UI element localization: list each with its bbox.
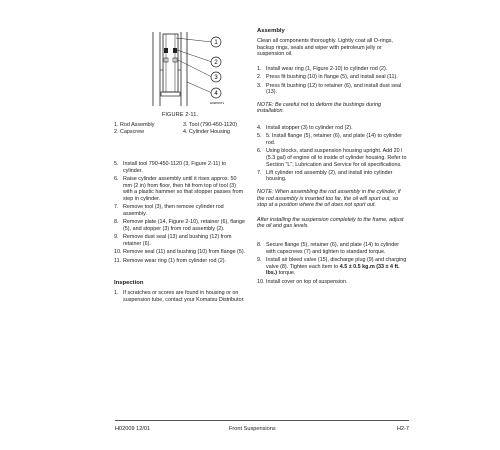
note-rod-insertion: NOTE: When assembling the rod assembly in the cylinder, if the rod assembly is inserted too far, the oil will spurt out, so stop at a position where the oil does not spurt out.	[257, 189, 401, 209]
tool-illustration	[114, 30, 246, 108]
figure-2-11	[114, 30, 246, 108]
inspection-steps	[114, 290, 246, 303]
step-item: 9. Install air bleed valve (15), discharge plug (9) and charging valve (8). Tighten each item to 4.5 ± 0.5 kg.m (33 ± 4 ft. lbs.) torque.	[257, 257, 407, 277]
step-item: 8. Secure flange (5), retainer (6), and plate (14) to cylinder with capscrews (7) and tighten to standard torque.	[257, 242, 400, 255]
note-oil-gas: After installing the suspension completely to the frame, adjust the oil and gas levels.	[257, 216, 404, 230]
assembly-steps-a	[257, 66, 409, 96]
step-item: 6. Raise cylinder assembly until it rises approx. 50 mm (2 in) from floor, then hit from top of tool (3) with a plastic hammer so that stopper passes from step in cylinder.	[114, 175, 244, 202]
callout-3: 3	[214, 75, 218, 82]
footer-doc-number: H02009 12/01	[115, 426, 151, 432]
assembly-intro: Clean all components thoroughly. Lightly coat all O-rings, backup rings, seals and wiper with petroleum jelly or suspension oil.	[257, 38, 393, 58]
step-item: 1. Install wear ring (1, Figure 2-10) to cylinder rod (2).	[257, 65, 388, 72]
page-footer	[115, 420, 409, 433]
step-item: 1. If scratches or scores are found in housing or on suspension tube, contact your Komatsu Distributor.	[114, 290, 245, 303]
legend-item: 4. Cylinder Housing	[183, 129, 231, 135]
assembly-heading: Assembly	[257, 28, 285, 34]
step-item: 5. Install tool 790-450-1120 (3, Figure 2-11) to cylinder.	[114, 161, 227, 174]
note-bushings: NOTE: Be careful not to deform the bushings during installation.	[257, 101, 382, 115]
step-item: 10. Remove seal (11) and bushing (10) from flange (5).	[114, 249, 246, 256]
disassembly-steps	[114, 161, 246, 264]
figure-legend	[114, 122, 246, 135]
inspection-section	[114, 280, 246, 303]
step-item: 9. Remove dust seal (13) and bushing (12) from retainer (6).	[114, 234, 232, 247]
step-item: 11. Remove wear ring (1) from cylinder rod (2).	[114, 257, 227, 264]
step-item: 5. 5. Install flange (5), retainer (6), and plate (14) to cylinder rod.	[257, 133, 403, 146]
torque-value: 4.5 ± 0.5 kg.m (33 ± 4 ft. lbs.)	[266, 263, 400, 277]
step-item: 4. Install stopper (3) to cylinder rod (2).	[257, 124, 353, 131]
step-item: 7. Remove tool (3), then remove cylinder rod assembly.	[114, 204, 224, 217]
legend-item: 2. Capscrew	[114, 129, 144, 135]
figure-caption: FIGURE 2-11.	[161, 112, 199, 118]
step-item: 6. Using blocks, stand suspension housing upright. Add 20 l (5.3 gal) of engine oil to inside of cylinder housing. Refer to Section "L", Lubrication and Service for oil specifications.	[257, 148, 407, 168]
inspection-heading: Inspection	[114, 280, 144, 287]
legend-item: 3. Tool (790-450-1120)	[183, 122, 238, 128]
step-item: 3. Press fit bushing (12) to retainer (6), and install dust seal (13).	[257, 82, 402, 96]
legend-item: 1. Rod Assembly	[114, 122, 155, 128]
callout-4: 4	[214, 91, 218, 98]
footer-section-title: Front Suspensions	[229, 426, 276, 432]
assembly-steps-b	[257, 125, 409, 183]
step-item: 8. Remove plate (14, Figure 2-10), retainer (6), flange (5), and stopper (3) from rod assembly (2).	[114, 219, 245, 232]
step-item: 10. Install cover on top of suspension.	[257, 278, 348, 285]
left-column	[114, 28, 246, 305]
right-column	[257, 28, 409, 287]
step-item: 2. Press fit bushing (10) in flange (5), and install seal (11).	[257, 74, 398, 81]
step-item: 7. Lift cylinder rod assembly (2), and install into cylinder housing.	[257, 169, 393, 183]
assembly-steps-c	[257, 242, 409, 285]
figure-code: H02P0071	[209, 101, 225, 105]
footer-page-number: H2-7	[396, 426, 409, 432]
callout-1: 1	[214, 40, 218, 47]
callout-2: 2	[214, 60, 218, 67]
